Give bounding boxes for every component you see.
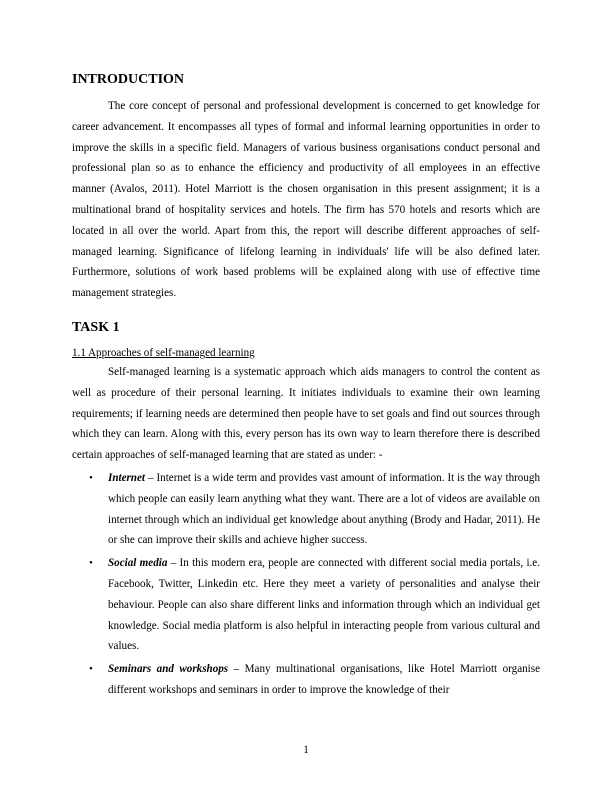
list-item-term: Seminars and workshops [108,663,229,676]
list-item-term: Internet [108,471,145,484]
list-item-seminars-workshops [72,659,540,701]
approaches-list [72,468,540,701]
page-content [72,70,540,703]
page-number: 1 [303,744,309,756]
bullet-icon: • [89,471,93,484]
section-1-1-subheading: 1.1 Approaches of self-managed learning [72,346,255,359]
task1-paragraph: Self-managed learning is a systematic approach which aids managers to control the content as well as procedure of their personal learning. It initiates individuals to examine their own learning requirements; if learning needs are determined then people have to set goals and find out sources through which they can learn. Along with this, every person has its own way to learn therefore there is described certain approaches of self-managed learning that are stated as under: - [72,365,540,462]
introduction-heading: INTRODUCTION [72,72,185,87]
list-item-term: Social media [108,557,168,570]
introduction-paragraph: The core concept of personal and professional development is concerned to get knowledge for career advancement. It encompasses all types of formal and informal learning opportunities in order to improve the skills in a specific field. Managers of various business organisations conduct personal and professional plan so as to enhance the efficiency and productivity of all employees in an effective manner (Avalos, 2011). Hotel Marriott is the chosen organisation in this present assignment; it is a multinational brand of hospitality services and hotels. The firm has 570 hotels and resorts which are located in all over the world. Apart from this, the report will describe different approaches of self-managed learning. Significance of lifelong learning in individuals' life will be also defined later. Furthermore, solutions of work based problems will be explained along with use of effective time management strategies. [72,100,540,300]
bullet-icon: • [89,663,93,676]
task1-heading: TASK 1 [72,319,120,335]
list-item-text: – In this modern era, people are connected with different social media portals, i.e. Facebook, Twitter, Linkedin etc. Here they meet a variety of personalities and analyse their behaviour. People can also share different links and information through which an individual get knowledge. Social media platform is also helpful in interacting people from various cultural and values. [108,557,540,653]
bullet-icon: • [89,557,93,570]
list-item-internet [72,468,540,551]
list-item-social-media [72,553,540,657]
list-item-text: – Many multinational organisations, like Hotel Marriott organise different workshops and seminars in order to improve the knowledge of their [108,663,541,696]
list-item-text: – Internet is a wide term and provides vast amount of information. It is the way through which people can easily learn anything what they want. There are a lot of videos are available on internet through which an individual get knowledge about anything (Brody and Hadar, 2011). He or she can improve their skills and achieve higher success. [108,471,540,547]
